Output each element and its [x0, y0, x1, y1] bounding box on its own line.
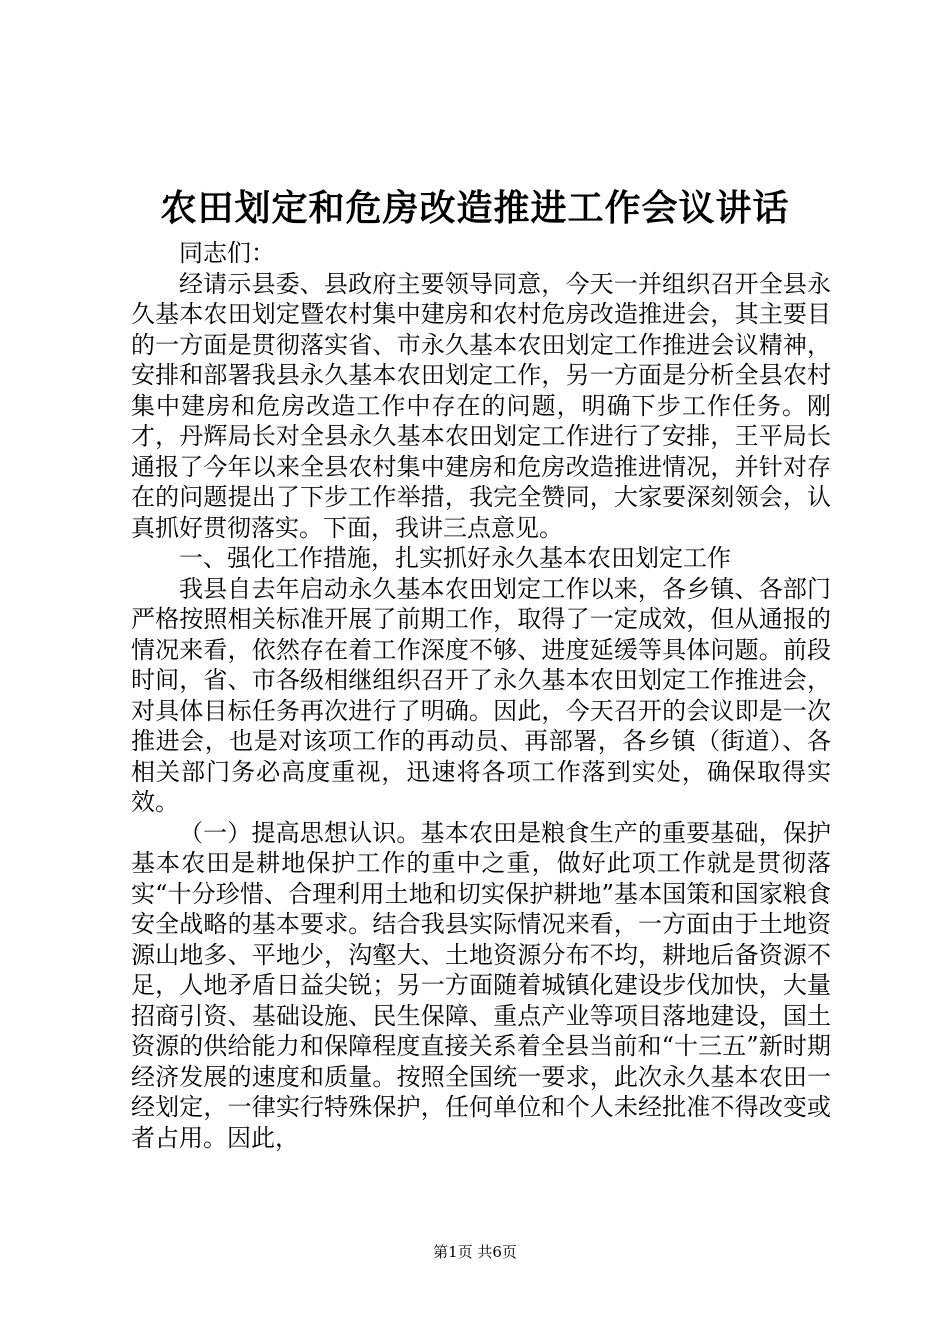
document-title: 农田划定和危房改造推进工作会议讲话 — [160, 187, 790, 229]
subsection-paragraph: （一）提高思想认识。基本农田是粮食生产的重要基础，保护基本农田是耕地保护工作的重中之重，做好此项工作就是贯彻落实“十分珍惜、合理利用土地和切实保护耕地”基本国策和国家粮食安全战略的基本要求。结合我县实际情况来看，一方面由于土地资源山地多、平地少，沟壑大、土地资源分布不均，耕地后备资源不足，人地矛盾日益尖锐；另一方面随着城镇化建设步伐加快，大量招商引资、基础设施、民生保障、重点产业等项目落地建设，国土资源的供给能力和保障程度直接关系着全县当前和“十三五”新时期经济发展的速度和质量。按照全国统一要求，此次永久基本农田一经划定，一律实行特殊保护，任何单位和个人未经批准不得改变或者占用。因此， — [131, 818, 831, 1152]
salutation-paragraph: 同志们： — [179, 239, 275, 267]
section-paragraph: 我县自去年启动永久基本农田划定工作以来，各乡镇、各部门严格按照相关标准开展了前期工作，取得了一定成效，但从通报的情况来看，依然存在着工作深度不够、进度延缓等具体问题。前段时间，省、市各级相继组织召开了永久基本农田划定工作推进会，对具体目标任务再次进行了明确。因此，今天召开的会议即是一次推进会，也是对该项工作的再动员、再部署，各乡镇（街道）、各相关部门务必高度重视，迅速将各项工作落到实处，确保取得实效。 — [131, 574, 831, 816]
section-heading: 一、强化工作措施，扎实抓好永久基本农田划定工作 — [179, 544, 731, 572]
intro-paragraph: 经请示县委、县政府主要领导同意，今天一并组织召开全县永久基本农田划定暨农村集中建房和农村危房改造推进会，其主要目的一方面是贯彻落实省、市永久基本农田划定工作推进会议精神，安排和部署我县永久基本农田划定工作，另一方面是分析全县农村集中建房和危房改造工作中存在的问题，明确下步工作任务。刚才，丹辉局长对全县永久基本农田划定工作进行了安排，王平局长通报了今年以来全县农村集中建房和危房改造推进情况，并针对存在的问题提出了下步工作举措，我完全赞同，大家要深刻领会，认真抓好贯彻落实。下面，我讲三点意见。 — [131, 269, 831, 542]
document-body — [131, 238, 831, 1153]
page-number-footer: 第1页 共6页 — [433, 1243, 517, 1261]
